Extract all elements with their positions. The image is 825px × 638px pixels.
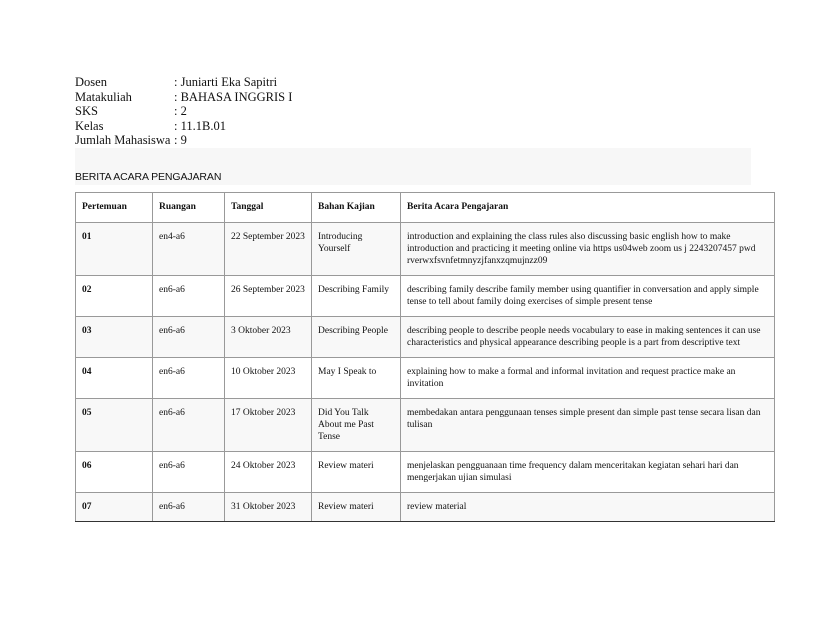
cell-ruangan: en6-a6: [153, 452, 225, 493]
cell-pertemuan: 02: [76, 276, 153, 317]
info-row-dosen: [75, 75, 292, 90]
section-title: BERITA ACARA PENGAJARAN: [75, 171, 222, 183]
cell-berita-acara: membedakan antara penggunaan tenses simple present dan simple past tense secara lisan dan tulisan: [401, 399, 775, 452]
cell-pertemuan: 04: [76, 358, 153, 399]
cell-tanggal: 10 Oktober 2023: [225, 358, 312, 399]
cell-ruangan: en6-a6: [153, 358, 225, 399]
table-row: [76, 223, 775, 276]
table-row: [76, 493, 775, 522]
cell-pertemuan: 03: [76, 317, 153, 358]
table-row: [76, 358, 775, 399]
table-row: [76, 276, 775, 317]
cell-bahan-kajian: Review materi: [312, 452, 401, 493]
info-label: Kelas: [75, 118, 104, 133]
cell-ruangan: en6-a6: [153, 317, 225, 358]
header-tanggal: Tanggal: [225, 193, 312, 223]
table-row: [76, 317, 775, 358]
header-berita-acara: Berita Acara Pengajaran: [401, 193, 775, 223]
cell-tanggal: 3 Oktober 2023: [225, 317, 312, 358]
berita-acara-table: [75, 192, 775, 522]
cell-tanggal: 22 September 2023: [225, 223, 312, 276]
cell-bahan-kajian: May I Speak to: [312, 358, 401, 399]
course-info: [75, 75, 292, 148]
info-row-jumlah-mahasiswa: [75, 133, 292, 148]
info-value: : 11.1B.01: [174, 118, 226, 133]
cell-pertemuan: 05: [76, 399, 153, 452]
cell-pertemuan: 06: [76, 452, 153, 493]
cell-tanggal: 26 September 2023: [225, 276, 312, 317]
cell-bahan-kajian: Review materi: [312, 493, 401, 522]
table-row: [76, 399, 775, 452]
cell-berita-acara: menjelaskan pengguanaan time frequency dalam menceritakan kegiatan sehari hari dan mengerjakan ujian simulasi: [401, 452, 775, 493]
cell-ruangan: en6-a6: [153, 276, 225, 317]
cell-bahan-kajian: Did You Talk About me Past Tense: [312, 399, 401, 452]
header-ruangan: Ruangan: [153, 193, 225, 223]
info-label: SKS: [75, 104, 98, 119]
cell-berita-acara: describing family describe family member using quantifier in conversation and apply simple tense to tell about family doing exercises of simple present tense: [401, 276, 775, 317]
info-value: : 9: [174, 133, 187, 148]
cell-pertemuan: 01: [76, 223, 153, 276]
cell-berita-acara: describing people to describe people needs vocabulary to ease in making sentences it can use characteristics and physical appearance describing people is a part from descriptive text: [401, 317, 775, 358]
cell-ruangan: en6-a6: [153, 399, 225, 452]
cell-pertemuan: 07: [76, 493, 153, 522]
info-row-kelas: [75, 119, 292, 134]
info-label: Jumlah Mahasiswa: [75, 133, 171, 148]
cell-berita-acara: explaining how to make a formal and informal invitation and request practice make an invitation: [401, 358, 775, 399]
info-value: : Juniarti Eka Sapitri: [174, 75, 278, 89]
cell-tanggal: 31 Oktober 2023: [225, 493, 312, 522]
cell-ruangan: en6-a6: [153, 493, 225, 522]
info-row-sks: [75, 104, 292, 119]
cell-tanggal: 17 Oktober 2023: [225, 399, 312, 452]
cell-bahan-kajian: Describing Family: [312, 276, 401, 317]
table-header-row: [76, 193, 775, 223]
cell-berita-acara: review material: [401, 493, 775, 522]
table-row: [76, 452, 775, 493]
header-bahan-kajian: Bahan Kajian: [312, 193, 401, 223]
info-label: Matakuliah: [75, 89, 132, 104]
info-value: : 2: [174, 104, 187, 119]
info-value: : BAHASA INGGRIS I: [174, 89, 293, 104]
cell-bahan-kajian: Describing People: [312, 317, 401, 358]
cell-berita-acara: introduction and explaining the class rules also discussing basic english how to make introduction and practicing it meeting online via https us04web zoom us j 2243207457 pwd rverwxfsvnfetmnyzjfanxzqmujnzz09: [401, 223, 775, 276]
cell-ruangan: en4-a6: [153, 223, 225, 276]
cell-bahan-kajian: Introducing Yourself: [312, 223, 401, 276]
info-label: Dosen: [75, 75, 107, 89]
header-pertemuan: Pertemuan: [76, 193, 153, 223]
cell-tanggal: 24 Oktober 2023: [225, 452, 312, 493]
info-row-matakuliah: [75, 90, 292, 105]
